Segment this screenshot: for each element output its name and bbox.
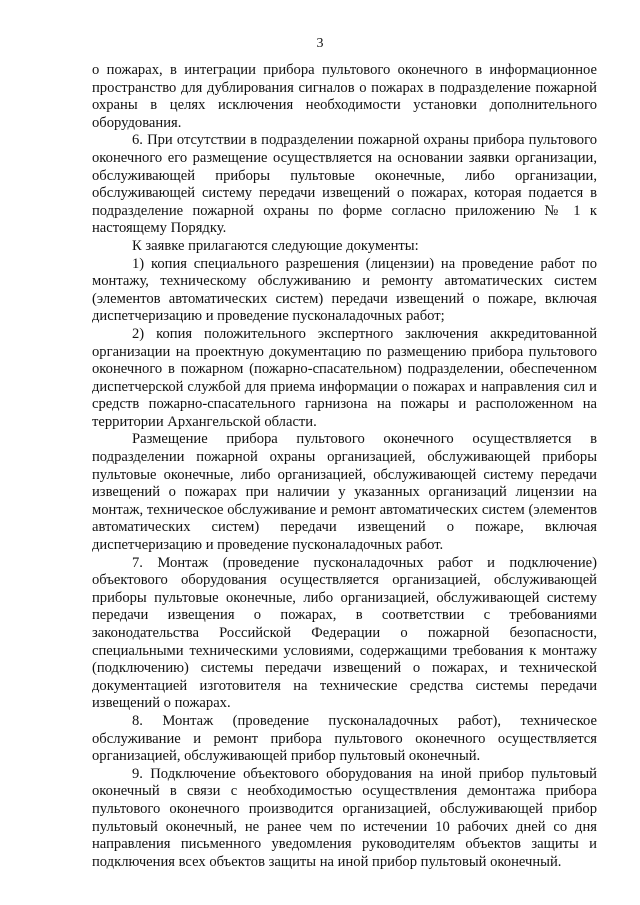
paragraph-item-8: 8. Монтаж (проведение пусконаладочных работ), техническое обслуживание и ремонт прибора пультового оконечного осуществляется организацией, обслуживающей прибор пультовый оконечный. [92,712,597,765]
paragraph-attachment-1: 1) копия специального разрешения (лицензии) на проведение работ по монтажу, техническому обслуживанию и ремонту автоматических систем (элементов автоматических систем) передачи извещений о пожаре, включая диспетчеризацию и проведение пусконаладочных работ; [92,255,597,325]
paragraph-item-7: 7. Монтаж (проведение пусконаладочных работ и подключение) объектового оборудования осуществляется организацией, обслуживающей приборы пультовые оконечные, либо организацией, обслуживающей систему передачи извещения о пожарах, в соответствии с требованиями законодательства Российской Федерации о пожарной безопасности, специальными техническими условиями, содержащими требования к монтажу (подключению) системы передачи извещений о пожарах, и технической документацией изготовителя на технические средства системы передачи извещений о пожарах. [92,554,597,712]
paragraph-attachment-2: 2) копия положительного экспертного заключения аккредитованной организации на проектную документацию по размещению прибора пультового оконечного в пожарном (пожарно-спасательном) подразделении, обеспеченном диспетчерской службой для приема информации о пожарах и направления сил и средств пожарно-спасательного гарнизона на пожары и расположенном на территории Архангельской области. [92,325,597,430]
paragraph-placement: Размещение прибора пультового оконечного осуществляется в подразделении пожарной охраны организацией, обслуживающей приборы пультовые оконечные, либо организацией, обслуживающей систему передачи извещений о пожарах при наличии у указанных организаций лицензии на монтаж, техническое обслуживание и ремонт автоматических систем (элементов автоматических систем) передачи извещений о пожаре, включая диспетчеризацию и проведение пусконаладочных работ. [92,431,597,554]
paragraph-attachments-intro: К заявке прилагаются следующие документы: [132,237,419,254]
paragraph-continuation: о пожарах, в интеграции прибора пультового оконечного в информационное пространство для дублирования сигналов о пожарах в подразделение пожарной охраны в целях исключения необходимости установки дополнительного оборудования. [92,62,597,131]
document-body [92,62,597,871]
paragraph-item-9: 9. Подключение объектового оборудования на иной прибор пультовый оконечный в связи с необходимостью осуществления демонтажа прибора пультового оконечного производится организацией, обслуживающей прибор пультовый оконечный, не ранее чем по истечении 10 рабочих дней со дня направления письменного уведомления руководителям объектов защиты и подключения всех объектов защиты на иной прибор пультовый оконечный. [92,765,597,870]
paragraph-item-6: 6. При отсутствии в подразделении пожарной охраны прибора пультового оконечного его размещение осуществляется на основании заявки организации, обслуживающей приборы пультовые оконечные, либо организации, обслуживающей систему передачи извещений о пожарах, которая подается в подразделение пожарной охраны по форме согласно приложению № 1 к настоящему Порядку. [92,132,597,237]
page-number: 3 [316,36,324,51]
